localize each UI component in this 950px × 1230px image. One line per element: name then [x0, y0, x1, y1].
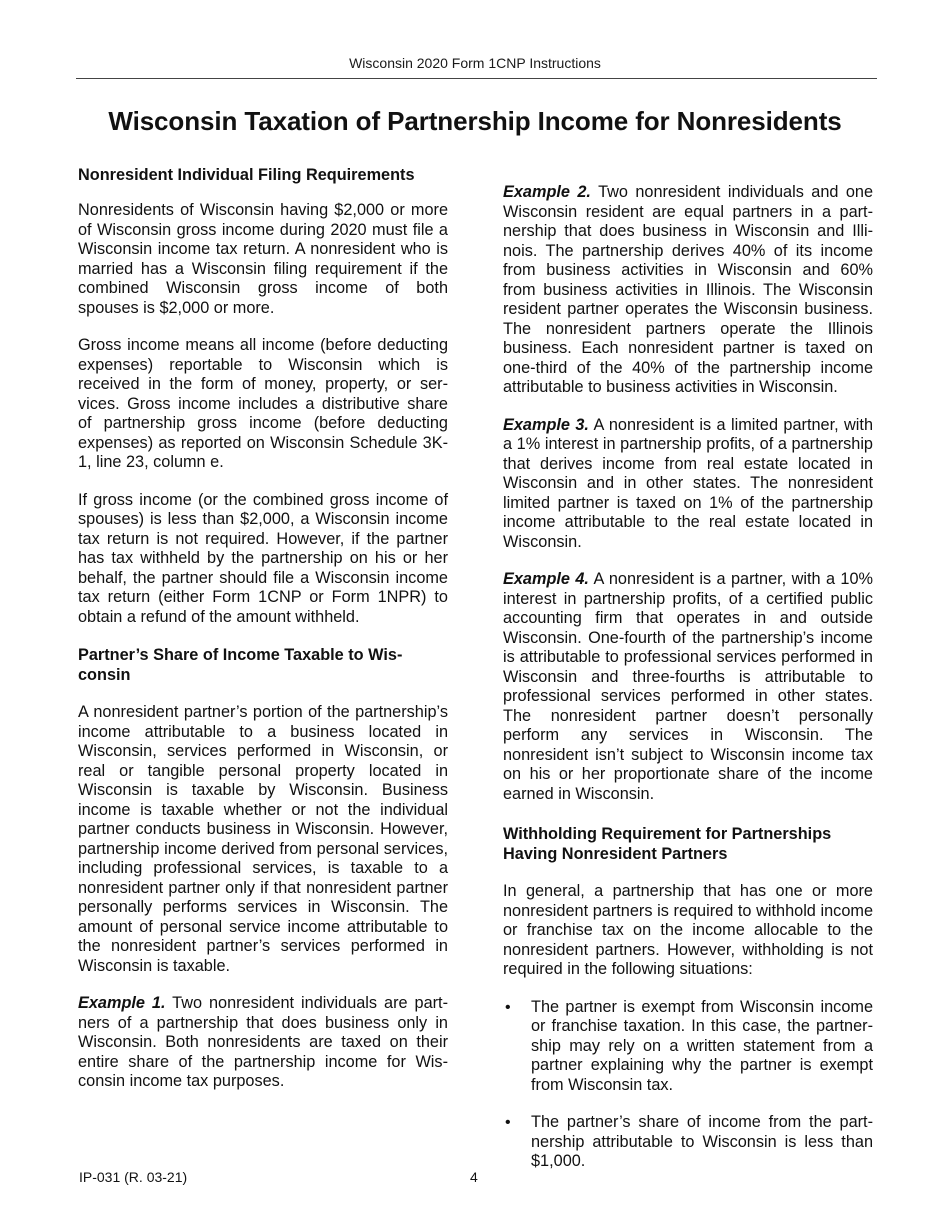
paragraph-withholding: In general, a partnership that has one or more nonresident partners is required to withhold income or franchise tax on the income allocable to the nonresident partners. However, withholding is not required in the following situations:	[503, 882, 873, 978]
list-item-text: The partner is exempt from Wisconsin income or franchise taxation. In this case, the partnership may rely on a written statement from a partner explaining why the partner is exempt from Wisconsin tax.	[531, 997, 873, 1094]
paragraph-partner-share: A nonresident partner’s portion of the partnership’s income attributable to a business located in Wisconsin, services performed in Wisconsin, or real or tangible personal property located in Wisconsin is taxable by Wisconsin. Business income is taxable whether or not the individual partner conducts business in Wisconsin. However, partnership income derived from personal services, including professional services, is taxable to a nonresident partner only if that nonresident partner personally performs services in Wisconsin. The amount of personal service income attributable to the nonresident partner’s services performed in Wisconsin is taxable.	[78, 703, 448, 975]
list-item-text: The partner’s share of income from the partnership attributable to Wisconsin is less than $1,000.	[531, 1113, 873, 1170]
example-2-text: Two nonresident individuals and one Wisconsin resident are equal partners in a partnership that does business in Wisconsin and Illinois. The partnership derives 40% of its income from business activities in Wisconsin and 60% from business activities in Illinois. The Wisconsin resident partner operates the Wisconsin business. The nonresident partners operate the Illinois business. Each nonresident partner is taxed on one-third of the 40% of the partnership income attributable to business activities in Wisconsin.	[503, 183, 874, 396]
paragraph-gross-income-definition: Gross income means all income (before deducting expenses) reportable to Wisconsin which is received in the form of money, property, or services. Gross income includes a distributive share of partnership gross income (before deducting expenses) as reported on Wisconsin Schedule 3K-1, line 23, column e.	[78, 336, 448, 471]
page-number: 4	[470, 1169, 478, 1185]
page-title: Wisconsin Taxation of Partnership Income for Nonresidents	[108, 106, 842, 136]
left-column	[78, 165, 448, 1110]
right-column	[503, 183, 873, 1190]
section-heading-withholding: Withholding Requirement for Partnerships Having Nonresident Partners	[503, 825, 832, 863]
example-3-text: A nonresident is a limited partner, with a 1% interest in partnership profits, of a partnership that derives income from real estate located in Wisconsin and in other states. The nonresident limited partner is taxed on 1% of the partnership income attributable to the real estate located in Wisconsin.	[503, 415, 873, 551]
example-4	[503, 570, 873, 804]
example-3	[503, 416, 873, 553]
example-4-label: Example 4.	[503, 570, 589, 588]
example-1	[78, 994, 448, 1092]
section-heading-partner-share: Partner’s Share of Income Taxable to Wisconsin	[78, 646, 403, 684]
example-2-label: Example 2.	[503, 183, 591, 201]
form-id: IP-031 (R. 03-21)	[79, 1169, 188, 1185]
bullet-icon: •	[505, 998, 511, 1016]
withholding-exceptions-list	[503, 998, 873, 1172]
list-item	[503, 1113, 873, 1172]
example-1-text: Two nonresident individuals are partners of a partnership that does business only in Wisconsin. Both nonresidents are taxed on their entire share of the partnership income for Wisconsin income tax purposes.	[78, 994, 448, 1090]
section-heading-filing-requirements: Nonresident Individual Filing Requirements	[78, 166, 415, 184]
bullet-icon: •	[505, 1114, 511, 1131]
header-rule	[76, 78, 877, 79]
example-1-label: Example 1.	[78, 994, 166, 1012]
paragraph-below-threshold: If gross income (or the combined gross income of spouses) is less than $2,000, a Wisconsin income tax return is not required. However, if the partner has tax withheld by the partnership on his or her behalf, the partner should file a Wisconsin income tax return (either Form 1CNP or Form 1NPR) to obtain a refund of the amount withheld.	[78, 490, 448, 626]
list-item	[503, 998, 873, 1096]
example-2	[503, 183, 873, 398]
paragraph-filing-threshold: Nonresidents of Wisconsin having $2,000 or more of Wisconsin gross income during 2020 must file a Wisconsin income tax return. A nonresident who is married has a Wisconsin filing requirement if the combined Wisconsin gross income of both spouses is $2,000 or more.	[78, 201, 448, 317]
running-head: Wisconsin 2020 Form 1CNP Instructions	[349, 55, 601, 71]
example-4-text: A nonresident is a partner, with a 10% interest in partnership profits, of a certified public accounting firm that operates in and outside Wisconsin. One-fourth of the partnership’s income is attributable to professional services performed in Wisconsin and three-fourths is attributable to professional services performed in other states. The nonresident partner doesn’t personally perform any services in Wisconsin. The nonresident isn’t subject to Wisconsin income tax on his or her proportionate share of the income earned in Wisconsin.	[503, 570, 873, 803]
example-3-label: Example 3.	[503, 415, 589, 434]
